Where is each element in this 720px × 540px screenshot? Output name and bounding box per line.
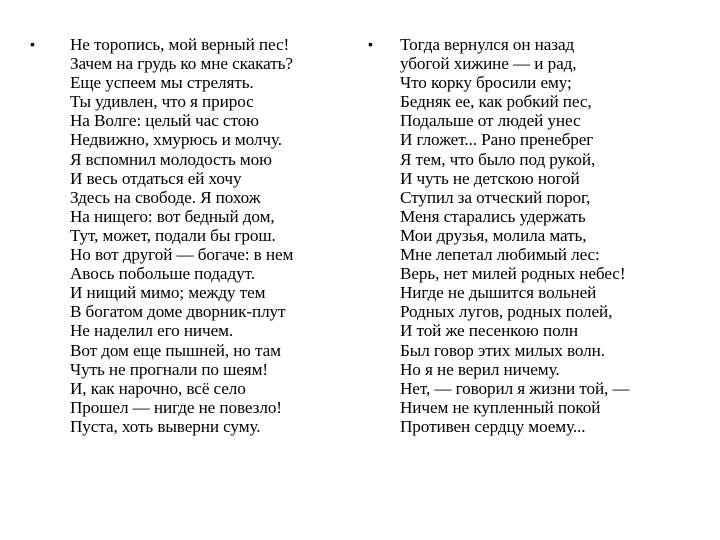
poem-line: Не торопись, мой верный пес!: [70, 35, 290, 54]
poem-line: Меня старались удержать: [400, 206, 586, 226]
poem-line: Тут, может, подали бы грош.: [70, 225, 276, 245]
poem-line: В богатом доме дворник-плут: [70, 302, 286, 322]
poem-line: Я вспомнил молодость мою: [70, 149, 272, 169]
poem-line: И, как нарочно, всё село: [70, 378, 246, 398]
poem-line: Пуста, хоть выверни суму.: [70, 416, 261, 436]
poem-stanza-right: [400, 35, 630, 436]
poem-line: Противен сердцу моему...: [400, 416, 586, 436]
poem-line: Мои друзья, молила мать,: [400, 225, 587, 245]
bullet-icon: •: [368, 36, 373, 52]
poem-line: Ничем не купленный покой: [400, 397, 601, 417]
poem-line: Родных лугов, родных полей,: [400, 302, 613, 322]
poem-line: Авось побольше подадут.: [70, 264, 255, 284]
poem-line: Верь, нет милей родных небес!: [400, 264, 626, 284]
poem-line: Тогда вернулся он назад: [400, 35, 575, 54]
poem-line: На Волге: целый час стою: [70, 111, 259, 131]
poem-line: И той же песенкою полн: [400, 321, 578, 341]
poem-line: И нищий мимо; между тем: [70, 283, 266, 303]
poem-line: Прошел — нигде не повезло!: [70, 397, 282, 417]
poem-line: И чуть не детскою ногой: [400, 168, 580, 188]
poem-line: Недвижно, хмурюсь и молчу.: [70, 130, 282, 150]
poem-line: Здесь на свободе. Я похож: [70, 187, 261, 207]
poem-line: Подальше от людей унес: [400, 111, 581, 131]
poem-line: Еще успеем мы стрелять.: [70, 73, 254, 93]
poem-line: Но я не верил ничему.: [400, 359, 560, 379]
poem-stanza-left: [70, 35, 293, 436]
poem-line: И весь отдаться ей хочу: [70, 168, 242, 188]
poem-line: Чуть не прогнали по шеям!: [70, 359, 268, 379]
poem-line: Бедняк ее, как робкий пес,: [400, 92, 592, 112]
poem-line: На нищего: вот бедный дом,: [70, 206, 275, 226]
poem-line: Ты удивлен, что я прирос: [70, 92, 254, 112]
poem-line: Что корку бросили ему;: [400, 73, 572, 93]
poem-line: Зачем на грудь ко мне скакать?: [70, 54, 293, 74]
poem-line: Нет, — говорил я жизни той, —: [400, 378, 630, 398]
poem-line: убогой хижине — и рад,: [400, 54, 577, 74]
poem-line: Не наделил его ничем.: [70, 321, 234, 341]
poem-line: Я тем, что было под рукой,: [400, 149, 596, 169]
poem-line: Вот дом еще пышней, но там: [70, 340, 281, 360]
poem-line: Мне лепетал любимый лес:: [400, 245, 600, 265]
poem-line: Но вот другой — богаче: в нем: [70, 245, 294, 265]
poem-line: И гложет... Рано пренебрег: [400, 130, 594, 150]
poem-line: Нигде не дышится вольней: [400, 283, 597, 303]
poem-line: Был говор этих милых волн.: [400, 340, 605, 360]
poem-line: Ступил за отческий порог,: [400, 187, 591, 207]
bullet-icon: •: [30, 36, 35, 52]
